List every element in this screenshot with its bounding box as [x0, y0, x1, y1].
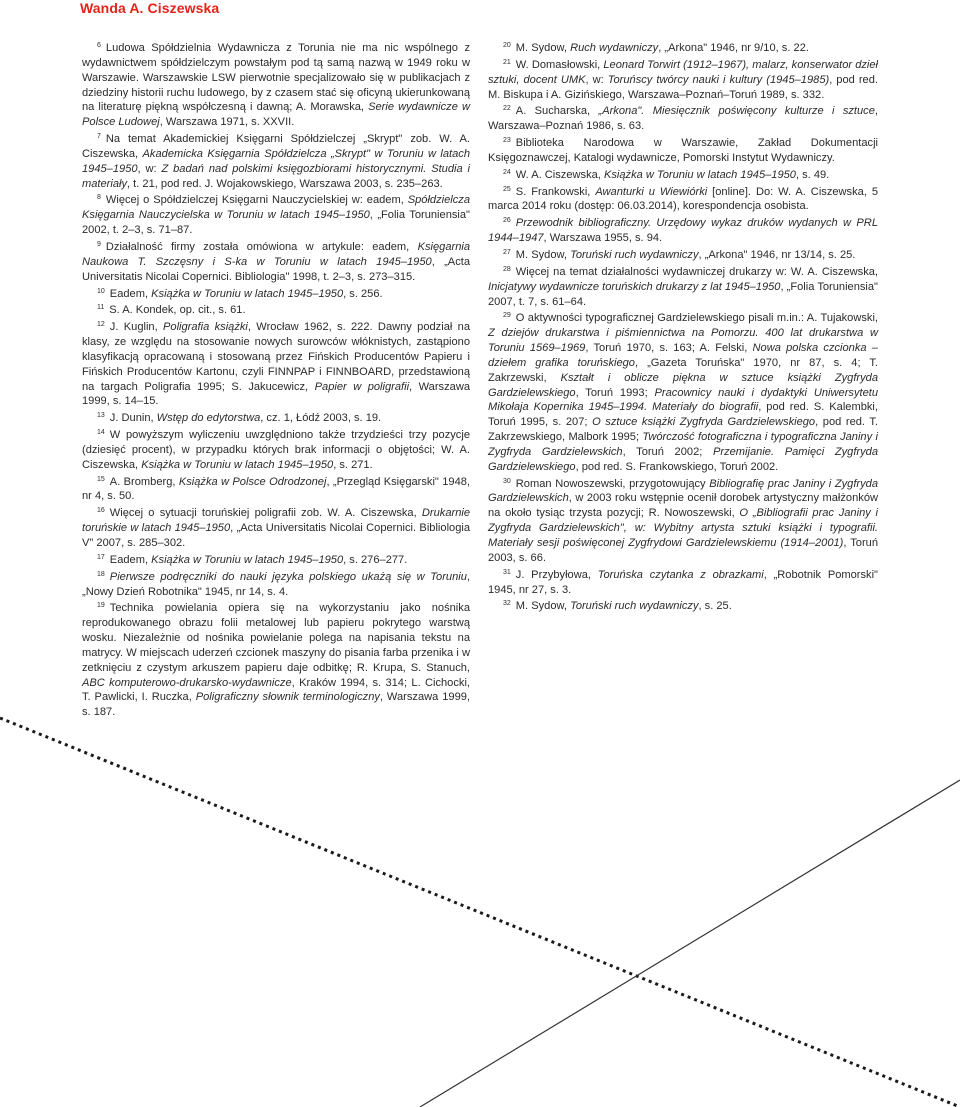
footnote-number: 32	[503, 600, 511, 608]
footnote-italic-text: Spółdzielcza Księgarnia Nauczycielska w Toruniu w latach 1945–1950	[82, 194, 470, 222]
footnote-number: 23	[503, 137, 511, 145]
footnote-number: 19	[97, 602, 105, 610]
footnote-italic-text: Twórczość fotograficzna i typograficzna Janiny i Zygfryda Gardzielewskich	[488, 431, 878, 458]
footnote-number: 17	[97, 553, 105, 561]
footnote-italic-text: „Arkona". Miesięcznik poświęcony kulturze i sztuce	[598, 105, 875, 118]
footnote-italic-text: Toruńska czytanka z obrazkami	[597, 568, 764, 581]
footnote-italic-text: Książka w Toruniu w latach 1945–1950	[603, 168, 796, 181]
footnote-text: , „Arkona" 1946, nr 9/10, s. 22.	[658, 42, 809, 54]
footnote-number: 24	[503, 168, 511, 176]
footnote-italic-text: Toruńscy twórcy nauki i kultury (1945–1985)	[607, 73, 830, 86]
footnote-italic-text: Nowa polska czcionka – dziełem grafika toruńskiego	[488, 342, 878, 369]
footnote-text: , pod red. S. Kalembki, Toruń 1995, s. 207;	[488, 401, 878, 429]
footnote-text: , „Acta Universitatis Nicolai Copernici. Bibliologia V" 2007, s. 285–302.	[82, 522, 471, 549]
footnote-italic-text: Awanturki u Wiewiórki	[595, 185, 708, 198]
footnote-text: , t. 21, pod red. J. Wojakowskiego, Warszawa 2003, s. 235–263.	[127, 177, 443, 190]
footnote-text: , „Gazeta Toruńska" 1970, nr 87, s. 4; T. Zakrzewski,	[488, 356, 879, 384]
footnote-text: Na temat Akademickiej Księgarni Spółdzielczej „Skrypt" zob. W. A. Ciszewska,	[82, 133, 470, 160]
footnote-text: M. Sydow,	[515, 248, 571, 261]
footnote-text: , Kraków 1994, s. 314; L. Cichocki, T. Pawlicki, I. Ruczka,	[82, 676, 470, 704]
footnote-text: , s. 276–277.	[343, 553, 408, 566]
footnote-text: , Warszawa 1971, s. XXVII.	[159, 116, 295, 129]
footnote-italic-text: O sztuce książki Zygfryda Gardzielewskiego	[592, 416, 816, 429]
thin-diagonal-line	[420, 780, 960, 1107]
dotted-diagonal-line	[0, 718, 960, 1107]
footnote-number: 25	[503, 185, 511, 193]
footnote-number: 21	[503, 58, 511, 66]
footnote-text: Roman Nowoszewski, przygotowujący	[515, 477, 710, 490]
footnote-text: , „Folia Toruniensia" 2007, t. 7, s. 61–64.	[488, 280, 878, 308]
footnote-text: , „Nowy Dzień Robotnika" 1945, nr 14, s. 4.	[82, 570, 470, 598]
footnote-text: J. Kuglin,	[109, 321, 164, 334]
footnote-text: , w:	[137, 162, 162, 175]
footnote-text: Więcej o Spółdzielczej Księgarni Nauczycielskiej w: eadem,	[105, 194, 408, 207]
footnote-number: 13	[97, 412, 105, 420]
footnote-number: 10	[97, 287, 105, 295]
footnote-number: 8	[97, 194, 101, 202]
footnote-text: Ludowa Spółdzielnia Wydawnicza z Torunia nie ma nic wspólnego z wydawnictwem spółdzielczym powstałym pod tą samą nazwą w 1949 roku w Warszawie. Warszawskie LSW pierwotnie specjalizowało się w publikacjach z dziedziny historii ruchu ludowego, by z czasem stać się oficyną ukierunkowaną na literaturę piękną współczesną i dawną; A. Morawska,	[82, 42, 470, 114]
footnote-text: Technika powielania opiera się na wykorzystaniu jako nośnika reprodukowanego obrazu folii metalowej lub papieru pokrytego warstwą wosku. Niezależnie od nośnika powielanie polega na napisania tekstu na matrycy. W miejscach uderzeń czcionek maszyny do pisania farba przenika i w zetknięciu z czystym arkuszem papieru daje odbitkę; R. Krupa, S. Stanuch,	[82, 602, 470, 674]
footnote-italic-text: Serie wydawnicze w Polsce Ludowej	[82, 101, 470, 129]
running-head: Wanda A. Ciszewska	[80, 0, 220, 16]
footnote-text: Więcej o sytuacji toruńskiej poligrafii zob. W. A. Ciszewska,	[109, 507, 422, 520]
footnote-italic-text: Inicjatywy wydawnicze toruńskich drukarzy z lat 1945–1950	[488, 280, 781, 293]
footnote-text: J. Przybyłowa,	[515, 568, 598, 581]
footnote-text: , s. 25.	[698, 600, 732, 613]
footnote-text: , „Acta Universitatis Nicolai Copernici. Bibliologia" 1998, t. 2–3, s. 273–315.	[82, 255, 471, 283]
footnote-italic-text: Akademicka Księgarnia Spółdzielcza „Skrypt" w Toruniu w latach 1945–1950	[82, 147, 470, 175]
footnote-italic-text: Pierwsze podręczniki do nauki języka polskiego ukażą się w Toruniu	[109, 570, 467, 583]
footnote-text: , s. 49.	[795, 168, 830, 181]
footnote-text: , Warszawa–Poznań 1986, s. 63.	[488, 105, 878, 133]
footnote-text: M. Sydow,	[515, 600, 571, 613]
footnote-italic-text: Przemijanie. Pamięci Zygfryda Gardzielewskiego	[488, 445, 878, 473]
footnote-text: , Warszawa 1999, s. 187.	[82, 691, 470, 719]
footnote-text: M. Sydow,	[515, 42, 571, 54]
footnote-number: 11	[97, 304, 105, 312]
footnote-italic-text: Leonard Torwirt (1912–1967), malarz, konserwator dzieł sztuki, docent UMK	[488, 58, 879, 86]
footnote-italic-text: Książka w Toruniu w latach 1945–1950	[151, 553, 344, 566]
footnote-number: 27	[503, 248, 511, 256]
footnote-italic-text: O „Bibliografii prac Janiny i Zygfryda Gardzielewskich", w: Wybitny artysta sztuki książki i typografii. Materiały sesji poświęconej Zygfrydowi Gardzielewskiemu (1914–2001)	[488, 507, 878, 549]
footnote-text: , cz. 1, Łódź 2003, s. 19.	[260, 412, 382, 425]
footnote-italic-text: Książka w Toruniu w latach 1945–1950	[141, 458, 334, 471]
footnote-text: , pod red. S. Frankowskiego, Toruń 2002.	[575, 460, 779, 473]
footnote-text: O aktywności typograficznej Gardzielewskiego pisali m.in.: A. Tujakowski,	[515, 312, 878, 325]
footnote-text: , Warszawa 1999, s. 14–15.	[82, 380, 470, 408]
footnote-italic-text: Przewodnik bibliograficzny. Urzędowy wykaz druków wydanych w PRL 1944–1947	[488, 217, 878, 245]
footnote-number: 18	[97, 570, 105, 578]
footnote-text: , „Arkona" 1946, nr 13/14, s. 25.	[698, 248, 856, 261]
footnote-italic-text: Papier w poligrafii	[314, 380, 410, 393]
footnote-text: S. A. Kondek, op. cit., s. 61.	[109, 304, 246, 317]
footnote-number: 22	[503, 105, 511, 113]
footnote-number: 9	[97, 240, 101, 248]
footnote-text: , Toruń 1993;	[575, 386, 655, 399]
footnote-text: W powyższym wyliczeniu uwzględniono także trzydzieści trzy pozycje (dziesięć procent), w przypadku których brak informacji o objętości; W. A. Ciszewska,	[82, 429, 470, 471]
footnote-text: , Toruń 1970, s. 163; A. Felski,	[585, 342, 753, 355]
footnote-italic-text: Kształt i oblicze piękna w sztuce książki Zygfryda Gardzielewskiego	[488, 371, 879, 399]
footnote-number: 20	[503, 42, 511, 49]
footnote-italic-text: Ruch wydawniczy	[570, 42, 659, 54]
footnote-text: , w:	[585, 73, 608, 86]
footnote-text: Działalność firmy została omówiona w artykule: eadem,	[105, 240, 418, 253]
footnote-italic-text: Książka w Toruniu w latach 1945–1950	[151, 287, 344, 300]
footnote-italic-text: Księgarnia Naukowa T. Szczęsny i S-ka w Toruniu w latach 1945–1950	[82, 240, 470, 268]
footnote-italic-text: Toruński ruch wydawniczy	[570, 600, 699, 613]
footnote-italic-text: Drukarnie toruńskie w latach 1945–1950	[82, 507, 470, 535]
footnote-text: J. Dunin,	[109, 412, 157, 425]
footnote-number: 31	[503, 568, 511, 576]
footnote-text: A. Sucharska,	[515, 105, 599, 118]
footnote-italic-text: Książka w Polsce Odrodzonej	[178, 475, 327, 488]
footnote-text: , Toruń 2002;	[622, 445, 713, 458]
footnote-text: W. A. Ciszewska,	[515, 168, 604, 181]
footnote-italic-text: Poligraficzny słownik terminologiczny	[195, 691, 380, 704]
footnote-number: 7	[97, 133, 101, 141]
footnote-text: Eadem,	[109, 287, 152, 300]
footnote-text: , Toruń 2003, s. 66.	[488, 537, 878, 564]
footnote-italic-text: Z dziejów drukarstwa i piśmiennictwa na Pomorzu. 400 lat drukarstwa w Toruniu 1569–1969	[488, 327, 878, 355]
footnote-text: A. Bromberg,	[109, 475, 179, 488]
footnote-text: , s. 271.	[333, 458, 373, 471]
footnote-italic-text: Pracownicy nauki i dydaktyki Uniwersytetu Mikołaja Kopernika 1945–1994. Materiały do biografii	[488, 386, 878, 414]
footnote-number: 28	[503, 265, 511, 273]
footnote-number: 6	[97, 42, 101, 49]
footnote-text: Eadem,	[109, 553, 152, 566]
footnote-text: , „Przegląd Księgarski" 1948, nr 4, s. 50.	[82, 475, 470, 503]
footnote-text: , s. 256.	[343, 287, 383, 300]
footnote-number: 29	[503, 312, 511, 320]
footnote-number: 16	[97, 507, 105, 515]
footnote-text: , pod red. M. Biskupa i A. Gizińskiego, Warszawa–Poznań–Toruń 1989, s. 332.	[488, 73, 878, 101]
footnote-number: 14	[97, 429, 105, 437]
footnote-italic-text: ABC komputerowo-drukarsko-wydawnicze	[82, 676, 292, 689]
footnote-text: , „Robotnik Pomorski" 1945, nr 27, s. 3.	[488, 568, 878, 596]
footnote-text: , pod red. T. Zakrzewskiego, Malbork 1995;	[488, 416, 878, 444]
footnote-number: 30	[503, 477, 511, 485]
footnote-number: 15	[97, 475, 105, 483]
footnote-text: Więcej na temat działalności wydawniczej drukarzy w: W. A. Ciszewska,	[515, 265, 878, 278]
footnote-text: , „Folia Toruniensia" 2002, t. 2–3, s. 71–87.	[82, 209, 470, 237]
footnote-text: , Wrocław 1962, s. 222. Dawny podział na klasy, ze względu na stosowanie nowych surowców włóknistych, zastąpiono klasyfikacją opracowaną i stosowaną przez Fińskich Producentów Papieru i Fińskich Producentów Kartonu, czyli FINNPAP i FINNBOARD, przedstawioną na targach Poligrafia 1995; S. Jakucewicz,	[82, 321, 471, 393]
footnote-italic-text: Bibliografię prac Janiny i Zygfryda Gardzielewskich	[488, 477, 878, 505]
footnote-number: 12	[97, 321, 105, 329]
footnote-italic-text: Wstęp do edytorstwa	[156, 412, 261, 425]
footnote-text: S. Frankowski,	[515, 185, 596, 198]
footnote-text: [online]. Do: W. A. Ciszewska, 5 marca 2014 roku (dostęp: 06.03.2014), korespondencja osobista.	[488, 185, 879, 213]
footnote-italic-text: Toruński ruch wydawniczy	[570, 248, 699, 261]
footnote-text: Biblioteka Narodowa w Warszawie, Zakład Dokumentacji Księgoznawczej, Katalogi wydawnicze, Pomorski Instytut Wydawniczy.	[488, 137, 878, 164]
footnote-italic-text: Poligrafia książki	[163, 321, 248, 334]
footnote-text: , Warszawa 1955, s. 94.	[543, 232, 663, 245]
footnote-italic-text: Z badań nad polskimi księgozbiorami historycznymi. Studia i materiały	[82, 162, 470, 190]
footnote-text: W. Domasłowski,	[515, 58, 604, 71]
footnote-number: 26	[503, 217, 511, 225]
footnote-text: , w 2003 roku wstępnie ocenił dorobek artystyczny małżonków na około tysiąc trzysta pozycji; R. Nowoszewski,	[488, 492, 878, 520]
